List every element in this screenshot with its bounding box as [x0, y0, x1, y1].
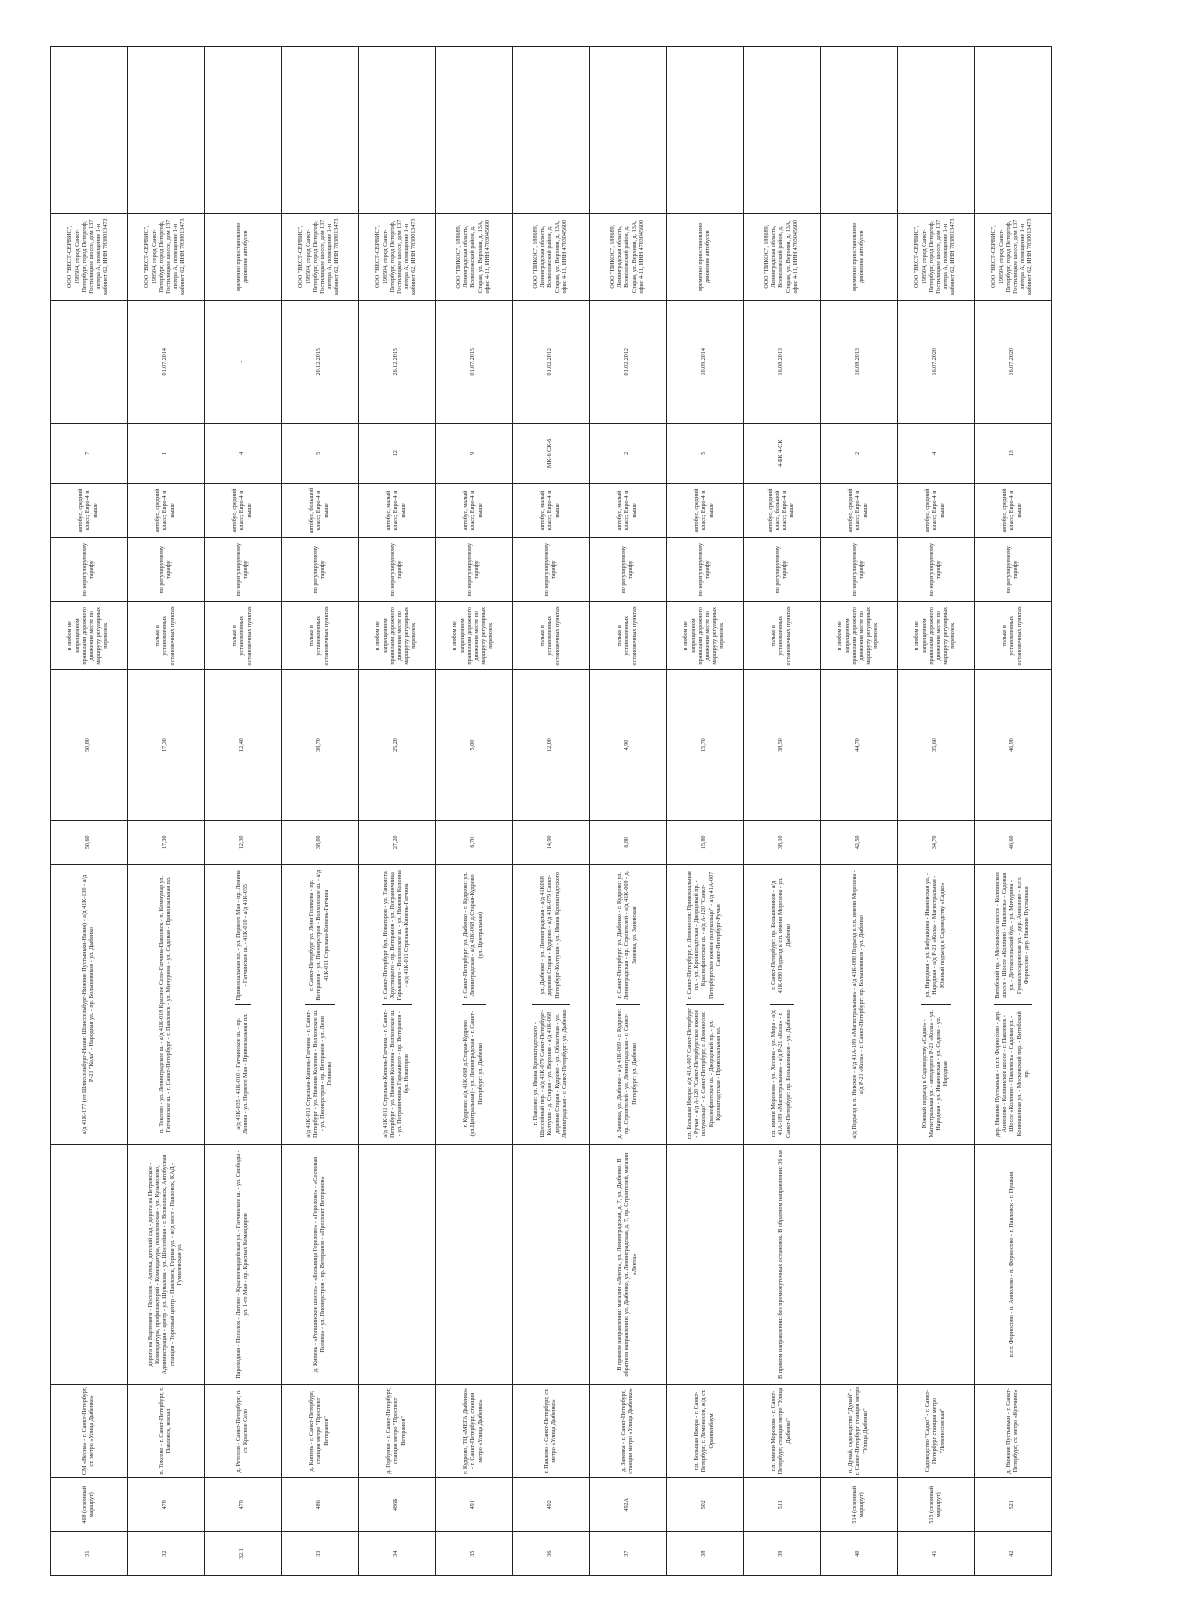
carrier-cell: ООО "ПИКОС", 188689, Ленинградская область, Всеволожский район, д. Старая, ул. Верхняя, д. 13А, офис 4-11, ИНН 4703045600 [590, 213, 667, 300]
intermediate-stops-cell: Пароходная - Поселок - Лигово - Красногвардейская ул. - Гатчинское ш. - ул. Свободы - ул. 1-го Мая - пр. Красных Командиров [205, 1145, 282, 1384]
boarding-order-cell: только в установленных остановочных пунктах [282, 602, 359, 670]
notes-cell [51, 47, 128, 214]
route-number-cell: 468 (сезонный маршрут) [51, 1478, 128, 1532]
tariff-cell: по регулируемому тарифу [128, 538, 205, 602]
length-backward-cell: 35,60 [898, 670, 975, 821]
route-name-cell: д. Горбунки - г. Санкт-Петербург, станция метро "Проспект Ветеранов" [359, 1384, 436, 1478]
carrier-cell: ООО "ВЕСТ-СЕРВИС", 198504, город Санкт-Петербург, город Петергоф, Гостилицкое шоссе, дом 137 литера А, помещение 1-н кабинет 62, ИНН 7838013473 [128, 213, 205, 300]
row-number-cell: 32.1 [205, 1532, 282, 1576]
route-number-cell: 514 (сезонный маршрут) [821, 1478, 898, 1532]
streets-cell [282, 864, 359, 1145]
notes-cell [898, 47, 975, 214]
notes-cell [975, 47, 1052, 214]
vehicle-class-cell: автобус, большой класс; Евро-4 и выше [282, 483, 359, 537]
tariff-cell: по нерегулируемому тарифу [513, 538, 590, 602]
start-date-cell: 26.12.2015 [359, 300, 436, 423]
vehicle-count-cell: 2 [821, 423, 898, 483]
length-forward-cell: 42,50 [821, 820, 898, 864]
start-date-cell: 01.07.2014 [128, 300, 205, 423]
route-number-cell: 502 [667, 1478, 744, 1532]
vehicle-class-cell: автобус, средний класс; Евро-4 и выше [667, 483, 744, 537]
streets-backward: ул. Народная - ул. Бабушкина - Ивановская ул. - Народная - а/д Р-21 «Кола» - Магистральная - Южный подъезд к Садоводству «Садко» [921, 867, 952, 1005]
tariff-cell: по регулируемому тарифу [590, 538, 667, 602]
table-row [744, 47, 821, 1576]
route-number-cell: 492А [590, 1478, 667, 1532]
vehicle-count-cell: 4 [205, 423, 282, 483]
streets-cell [898, 864, 975, 1145]
streets-cell [128, 864, 205, 1145]
intermediate-stops-cell: В прямом направлении: магазин «Лента», ул. Ленинградская, д. 7, ул. Дыбенко. В обратном направлении: ул. Дыбенко, ул. Ленинградская, д. 7, пр. Строителей, магазин «Лента» [590, 1145, 667, 1384]
table-row [205, 47, 282, 1576]
notes-cell [513, 47, 590, 214]
carrier-cell: ООО "ВЕСТ-СЕРВИС", 198504, город Санкт-Петербург, город Петергоф, Гостилицкое шоссе, дом 137 литера А, помещение 1-н кабинет 62, ИНН 7838013473 [975, 213, 1052, 300]
start-date-cell: - [205, 300, 282, 423]
vehicle-class-cell: автобус, средний класс, большой класс; Евро-4 и выше [744, 483, 821, 537]
route-number-cell: 486Б [359, 1478, 436, 1532]
length-backward-cell: 44,70 [821, 670, 898, 821]
notes-cell [821, 47, 898, 214]
length-forward-cell: 12,30 [205, 820, 282, 864]
boarding-order-cell: в любом не запрещенном правилами дорожного движения месте по маршруту регулярных перевозок [898, 602, 975, 670]
streets-forward: г.п. Большая Ижора: а/д 41А-007 Санкт-Петербург - Ручьи - а/д А-120 "Санкт-Петербургское южное полукольцо" - г. Санкт-Петербург, г. Ломоносов: Краснофлотское ш. - Дворцовый пр. - ул. Кронштадтская - Привокзальная пл. [686, 1008, 722, 1140]
carrier-cell: ООО "ВЕСТ-СЕРВИС", 198504, город Санкт-Петербург, город Петергоф, Гостилицкое шоссе, дом 137 литера А, помещение 1-н кабинет 62, ИНН 7838013473 [898, 213, 975, 300]
vehicle-count-cell: 4 [898, 423, 975, 483]
row-number-cell: 33 [282, 1532, 359, 1576]
route-number-cell: 492 [513, 1478, 590, 1532]
carrier-cell: ООО "ПИКОС", 188689, Ленинградская область, Всеволожский район, д. Старая, ул. Верхняя, д. 13А, офис 4-11, ИНН 4703045600 [513, 213, 590, 300]
streets-backward: г. Санкт-Петербург: ул. Дыбенко - г. Кудрово: ул. Ленинградская - а/д 41К-068 д.Старая-Кудрово (ул. Центральная) [462, 867, 486, 1005]
start-date-cell: 01.02.2012 [590, 300, 667, 423]
start-date-cell: 01.02.2012 [513, 300, 590, 423]
row-number-cell: 34 [359, 1532, 436, 1576]
length-forward-cell: 46,60 [975, 820, 1052, 864]
intermediate-stops-cell [821, 1145, 898, 1384]
vehicle-class-cell: автобус, средний класс; Евро-4 и выше [975, 483, 1052, 537]
row-number-cell: 35 [436, 1532, 513, 1576]
start-date-cell: 10.09.2014 [667, 300, 744, 423]
table-row [513, 47, 590, 1576]
length-forward-cell: 6,80 [590, 820, 667, 864]
boarding-order-cell: в любом не запрещенном правилами дорожного движения месте по маршруту регулярных перевозок [821, 602, 898, 670]
streets-forward: а/д 41К-177 (от Шлиссельбург-Назия: Шлиссельбург-Нижние Пустыньки-Назия) - а/д 41К-130 - а/д Р-21 "Кола" - Народная ул. - пр. Большевиков - ул. Дыбенко [81, 874, 95, 1135]
row-number-cell: 42 [975, 1532, 1052, 1576]
intermediate-stops-cell [359, 1145, 436, 1384]
vehicle-count-cell: 7 [51, 423, 128, 483]
length-forward-cell: 27,20 [359, 820, 436, 864]
table-row [667, 47, 744, 1576]
intermediate-stops-cell [513, 1145, 590, 1384]
start-date-cell: 16.07.2020 [898, 300, 975, 423]
carrier-cell: ООО "ВЕСТ-СЕРВИС", 198504, город Санкт-Петербург, город Петергоф, Гостилицкое шоссе, дом 137 литера А, помещение 1-н кабинет 62, ИНН 7838013473 [51, 213, 128, 300]
streets-cell [513, 864, 590, 1145]
boarding-order-cell: в любом не запрещенном правилами дорожного движения месте по маршруту регулярных перевозок [359, 602, 436, 670]
start-date-cell [51, 300, 128, 423]
streets-forward: Южный подъезд к Садоводству «Садко» - Магистральная ул. - автодорога Р-21 «Кола» - ул. Народная - ул. Ивановская - ул. Седова - ул. Народная [921, 1009, 950, 1138]
length-backward-cell: 50,80 [51, 670, 128, 821]
streets-backward: г. Санкт-Петербург: ул. Дыбенко - г. Кудрово: ул. Ленинградская - пр. Строителей - а/д 41К-069 - д. Заневка, ул. Заневская [616, 867, 640, 1005]
streets-cell [744, 864, 821, 1145]
length-forward-cell: 15,80 [667, 820, 744, 864]
notes-cell [359, 47, 436, 214]
length-backward-cell: 38,50 [744, 670, 821, 821]
notes-cell [205, 47, 282, 214]
vehicle-count-cell: МК-6 СК-6 [513, 423, 590, 483]
length-backward-cell: 12,40 [205, 670, 282, 821]
vehicle-count-cell: 5 [282, 423, 359, 483]
length-forward-cell: 17,30 [128, 820, 205, 864]
boarding-order-cell: только в установленных остановочных пунктах [744, 602, 821, 670]
route-name-cell: СМ «Весна» - г. Санкт-Петербург, ст. метро «Улица Дыбенко» [51, 1384, 128, 1478]
streets-cell [359, 864, 436, 1145]
route-number-cell: 491 [436, 1478, 513, 1532]
tariff-cell: по регулируемому тарифу [744, 538, 821, 602]
carrier-cell: временно приостановлено движение автобусов [667, 213, 744, 300]
vehicle-count-cell: 12 [359, 423, 436, 483]
table-row [898, 47, 975, 1576]
carrier-cell: временно приостановлено движение автобусов [205, 213, 282, 300]
tariff-cell: по нерегулируемому тарифу [667, 538, 744, 602]
length-backward-cell: 4,90 [590, 670, 667, 821]
notes-cell [128, 47, 205, 214]
route-name-cell: п. Дунай, садоводство "Дунай" - г. Санкт-Петербург станция метро "Улица Дыбенко" [821, 1384, 898, 1478]
length-forward-cell: 6,70 [436, 820, 513, 864]
notes-cell [590, 47, 667, 214]
table-row [436, 47, 513, 1576]
boarding-order-cell: только в установленных остановочных пунктах [128, 602, 205, 670]
boarding-order-cell: только в установленных остановочных пунктах [975, 602, 1052, 670]
length-forward-cell: 50,60 [51, 820, 128, 864]
streets-forward: а/д 41К-035 - 41К-010 - Гатчинское ш. - пр. Ленина - ул. Первого Мая - Привокзальная пл. [235, 1013, 249, 1135]
vehicle-class-cell: автобус, средний класс; Евро-4 и выше [821, 483, 898, 537]
start-date-cell: 16.07.2020 [975, 300, 1052, 423]
row-number-cell: 32 [128, 1532, 205, 1576]
table-row [359, 47, 436, 1576]
tariff-cell: по нерегулируемому тарифу [898, 538, 975, 602]
route-number-cell: 478 [128, 1478, 205, 1532]
tariff-cell: по нерегулируемому тарифу [51, 538, 128, 602]
streets-forward: дер. Нижние Пустыньки - п.г.т. Форносово - дер. Аннолово - Колпинское шоссе - г. Павловск - Шоссе «Колпино - Павловск» - Садовая ул. - Конюшенная ул. - Московский пер. - Витебский пр. [994, 1010, 1030, 1138]
streets-forward: а/д Подъезд к п. Невское - а/д 41А-189 «Магистральная» - а/д 41К-080 Подъезд к г.п. имени Морозова - а/д Р-21 «Кола» - г. Санкт-Петербург: пр. Большевиков - ул. Дыбенко [851, 870, 865, 1139]
row-number-cell: 31 [51, 1532, 128, 1576]
route-name-cell: Садоводство "Садко" - г. Санкт-Петербург станция метро "Ломоносовская" [898, 1384, 975, 1478]
vehicle-count-cell: 1 [128, 423, 205, 483]
streets-forward: а/д 41К-011 Стрельна-Кипень-Гатчина - г. Санкт-Петербург - ул. Нижняя Колонна - Волхонское ш. - ул. Пионерстроя - пр. Ветеранов - ул. Лени Голикова [305, 1009, 334, 1138]
length-backward-cell: 12,00 [513, 670, 590, 821]
route-name-cell: д. Заневка - г. Санкт-Петербург, станция метро «Улица Дыбенко» [590, 1384, 667, 1478]
table-row [282, 47, 359, 1576]
tariff-cell: по регулируемому тарифу [282, 538, 359, 602]
streets-backward: ул. Дыбенко - ул. Ленинградская - а/д 41К068 деревня Старая - Кудрово - а/д 41К-079 Санкт-Петербург-Колтуши - ул. Ивана Кронштадтского [532, 867, 570, 1005]
streets-cell [51, 864, 128, 1145]
table-row [128, 47, 205, 1576]
carrier-cell: ООО "ВЕСТ-СЕРВИС", 198504, город Санкт-Петербург, город Петергоф, Гостилицкое шоссе, дом 137 литера А, помещение 1-н кабинет 62, ИНН 7838013473 [359, 213, 436, 300]
carrier-cell: временно приостановлено движение автобусов [821, 213, 898, 300]
vehicle-class-cell: автобус, средний класс; Евро-4 и выше [205, 483, 282, 537]
streets-forward: г.п. имени Морозова - ул. Хесина - ул. Мира - а/д 41А-189 «Магистральная» - а/д Р-21 «Кола» - г. Санкт-Петербург: пр. Большевиков - ул. Дыбенко [771, 1009, 792, 1138]
streets-backward: Витебский пр. - Московское шоссе - Колпинское шоссе - Шоссе «Колпино - Павловск» - Садовая ул. - Детскосельский бул. - ул. Мичурина - Гуммолосаровская ул. - дер. Аннолово - п.г.т. Форносово - дер. Нижние Пустыньки [994, 867, 1032, 1005]
row-number-cell: 39 [744, 1532, 821, 1576]
vehicle-count-cell: 9 [436, 423, 513, 483]
intermediate-stops-cell: п.г.т. Форносово - п. Аннолово - п. Форносово - г. Павловск - г. Пушкин [975, 1145, 1052, 1384]
streets-backward: г. Санкт-Петербург бул. Новаторов - ул. Танкиста Хрустицкого - пр. Ветеранов - ул. Пограничника Гарькавого - Волхонское ш. - ул. Нижняя Колонна - а/д 41К-011 Стрельна-Кипень-Гатчина [382, 867, 413, 1005]
route-name-cell: г.п. Большая Ижора - г. Санкт-Петербург, г. Ломоносов, ж/д ст. Ораниенбаум [667, 1384, 744, 1478]
vehicle-class-cell: автобус, малый класс; Евро-4 и выше [590, 483, 667, 537]
boarding-order-cell: в любом не запрещенном правилами дорожного движения месте по маршруту регулярных перевозок [436, 602, 513, 670]
length-forward-cell: 34,70 [898, 820, 975, 864]
streets-backward: г. Санкт-Петербург, г. Ломоносов: Привокзальная пл. - ул. Кронштадтская - Дворцовый пр. - Краснофлотское ш. - а/д А-120 "Санкт-Петербургское южное полукольцо" - а/д 41А-007 Санкт-Петербург-Ручьи [686, 867, 724, 1005]
route-name-cell: п. Токсово - г. Санкт-Петербург, г. Павловск, вокзал [128, 1384, 205, 1478]
vehicle-count-cell: 4-БК 4-СК [744, 423, 821, 483]
streets-cell [821, 864, 898, 1145]
intermediate-stops-cell: В прямом направлении: без промежуточных остановок. В обратном направлении: 36 км [744, 1145, 821, 1384]
streets-backward: Привокзальная пл. - ул. Первого Мая - пр. Ленина - Гатчинское ш. - 41К-010 - а/д 41К-035 [235, 867, 251, 1005]
tariff-cell: по нерегулируемому тарифу [821, 538, 898, 602]
vehicle-class-cell: автобус, малый класс; Евро-4 и выше [436, 483, 513, 537]
row-number-cell: 38 [667, 1532, 744, 1576]
boarding-order-cell: в любом не запрещенном правилами дорожного движения месте по маршруту регулярных перевозок [51, 602, 128, 670]
row-number-cell: 37 [590, 1532, 667, 1576]
tariff-cell: по регулируемому тарифу [975, 538, 1052, 602]
route-name-cell: д. Кипень - г. Санкт-Петербург, станция метро "Проспект Ветеранов" [282, 1384, 359, 1478]
table-row [975, 47, 1052, 1576]
route-registry-table [50, 46, 1052, 1576]
intermediate-stops-cell [436, 1145, 513, 1384]
vehicle-count-cell: 13 [975, 423, 1052, 483]
length-forward-cell: 14,90 [513, 820, 590, 864]
route-name-cell: г. Павлово - Санкт-Петербург, ст. метро «Улица Дыбенко» [513, 1384, 590, 1478]
boarding-order-cell: в любом не запрещенном правилами дорожного движения месте по маршруту регулярных перевозок [667, 602, 744, 670]
row-number-cell: 40 [821, 1532, 898, 1576]
route-name-cell: д. Ретселя - Санкт-Петербург, п. ст. Красное Село [205, 1384, 282, 1478]
streets-forward: п. Токсово - ул. Ленинградское ш. - а/д 41К-018 Красное Село-Гатчина-Павловск - п. Коммунар ул. Гатчинское ш. - г. Санкт-Петербург - г. Павловск - ул. Мичурина - ул. Садовая - Привокзальная пл. [158, 876, 172, 1134]
start-date-cell: 20.12.2015 [282, 300, 359, 423]
route-number-cell: 521 [975, 1478, 1052, 1532]
intermediate-stops-cell [51, 1145, 128, 1384]
vehicle-class-cell: автобус, малый класс; Евро-4 и выше [513, 483, 590, 537]
route-name-cell: г. Кудрово, ТЦ «МЕГА Дыбенко» - г. Санкт-Петербург, станция метро «Улица Дыбенко» [436, 1384, 513, 1478]
tariff-cell: по нерегулируемому тарифу [436, 538, 513, 602]
table-row [51, 47, 128, 1576]
start-date-cell: 16.08.2013 [744, 300, 821, 423]
streets-forward: а/д 41К-011 Стрельна-Кипень-Гатчина - г. Санкт-Петербург - ул. Нижняя Колонна - Волхонское ш. - ул. Пограничника Гарькавого - пр. Ветеранов - бул. Новаторов [382, 1009, 411, 1138]
boarding-order-cell: только в установленных остановочных пунктах [513, 602, 590, 670]
route-number-cell: 486 [282, 1478, 359, 1532]
streets-cell [667, 864, 744, 1145]
length-backward-cell: 17,30 [128, 670, 205, 821]
length-backward-cell: 15,70 [667, 670, 744, 821]
route-name-cell: д. Нижние Пустыньки - г. Санкт-Петербург, ст. метро «Купчино» [975, 1384, 1052, 1478]
vehicle-count-cell: 2 [590, 423, 667, 483]
carrier-cell: ООО "ВЕСТ-СЕРВИС", 198504, город Санкт-Петербург, город Петергоф, Гостилицкое шоссе, дом 137 литера А, помещение 1-н кабинет 62, ИНН 7838013473 [282, 213, 359, 300]
vehicle-class-cell: автобус, малый класс; Евро-4 и выше [359, 483, 436, 537]
length-forward-cell: 38,10 [744, 820, 821, 864]
route-number-cell: 479 [205, 1478, 282, 1532]
intermediate-stops-cell: дорога на Вартемяги - Поселок - Аптека, детский сад - дорога на Петровское - Комендатура, профилакторий - Комендатура, пошехонская - ул. Кузьмолово, Администрация - центр - ул. Шувалова - ул. Шоссейная - г. Всеволожск, Автобусная станция - Торговый центр - Павловск, Горная ул. - ж/д мост - Павловск, КАД - Гумилевская ул. [128, 1145, 205, 1384]
streets-cell [436, 864, 513, 1145]
streets-backward: г. Санкт-Петербург: пр. Большевиков - а/д 41К-080 Подъезд к г.п. имени Морозова - ул. Дыбенко [770, 867, 794, 1005]
vehicle-count-cell: 5 [667, 423, 744, 483]
streets-backward: г. Санкт-Петербург ул. Лени Голикова - пр. Ветеранов - ул. Пионерстроя - Волхонское ш. - а/д 41К-011 Стрельна-Кипень-Гатчина [305, 867, 336, 1005]
length-backward-cell: 38,70 [282, 670, 359, 821]
row-number-cell: 36 [513, 1532, 590, 1576]
route-number-cell: 511 [744, 1478, 821, 1532]
notes-cell [744, 47, 821, 214]
streets-forward: д. Заневка, ул. Дыбенко - а/д 41К-069 - г. Кудрово: пр. Строителей - ул. Ленинградская - г. Санкт-Петербург: ул. Дыбенко [617, 1008, 638, 1139]
carrier-cell: ООО "ПИКОС", 188689, Ленинградская область, Всеволожский район, д. Старая, ул. Верхняя, д. 13А, офис 4-11, ИНН 4703045600 [744, 213, 821, 300]
row-number-cell: 41 [898, 1532, 975, 1576]
length-backward-cell: 5,00 [436, 670, 513, 821]
boarding-order-cell: только в установленных остановочных пунктах [590, 602, 667, 670]
vehicle-class-cell: автобус, средний класс; Евро-4 и выше [51, 483, 128, 537]
length-backward-cell: 25,20 [359, 670, 436, 821]
vehicle-class-cell: автобус, средний класс; Евро-4 и выше [128, 483, 205, 537]
streets-cell [205, 864, 282, 1145]
streets-cell [975, 864, 1052, 1145]
notes-cell [282, 47, 359, 214]
route-name-cell: г.п. имени Морозова - г. Санкт-Петербург, станция метро "Улица Дыбенко" [744, 1384, 821, 1478]
start-date-cell: 01.07.2015 [436, 300, 513, 423]
route-number-cell: 515 (сезонный маршрут) [898, 1478, 975, 1532]
table-row [821, 47, 898, 1576]
streets-forward: г. Павлово: ул. Ивана Кронштадтского - Шоссейный пер. - а/д 41К-079 Санкт-Петербург-Колтуши - д. Старая - ул. Верхняя - а/д 41К-068 деревня Старая - Кудрово - ул. Областная - ул. Ленинградская - г. Санкт-Петербург: ул. Дыбенко [532, 1009, 568, 1138]
notes-cell [436, 47, 513, 214]
streets-forward: г. Кудрово: а/д 41К-068 д.Старая-Кудрово (ул.Центральная) - ул. Ленинградская - г. Санкт-Петербург: ул. Дыбенко [463, 1011, 484, 1137]
intermediate-stops-cell [667, 1145, 744, 1384]
vehicle-class-cell: автобус, средний класс; Евро-4 и выше [898, 483, 975, 537]
notes-cell [667, 47, 744, 214]
carrier-cell: ООО "ПИКОС", 188689, Ленинградская область, Всеволожский район, д. Старая, ул. Верхняя, д. 13А, офис 4-11, ИНН 4703045600 [436, 213, 513, 300]
tariff-cell: по нерегулируемому тарифу [359, 538, 436, 602]
streets-cell [590, 864, 667, 1145]
intermediate-stops-cell: д. Кипень - «Ропшинское шоссе» - «Больница Горелово» - «Горелово» - «Сосновая Поляна» - ул. Пионерстроя - пр. Ветеранов - «Проспект Ветеранов» [282, 1145, 359, 1384]
intermediate-stops-cell [898, 1145, 975, 1384]
table-row [590, 47, 667, 1576]
length-forward-cell: 38,00 [282, 820, 359, 864]
tariff-cell: по нерегулируемому тарифу [205, 538, 282, 602]
boarding-order-cell: только в установленных остановочных пунктах [205, 602, 282, 670]
start-date-cell: 16.08.2013 [821, 300, 898, 423]
length-backward-cell: 46,90 [975, 670, 1052, 821]
